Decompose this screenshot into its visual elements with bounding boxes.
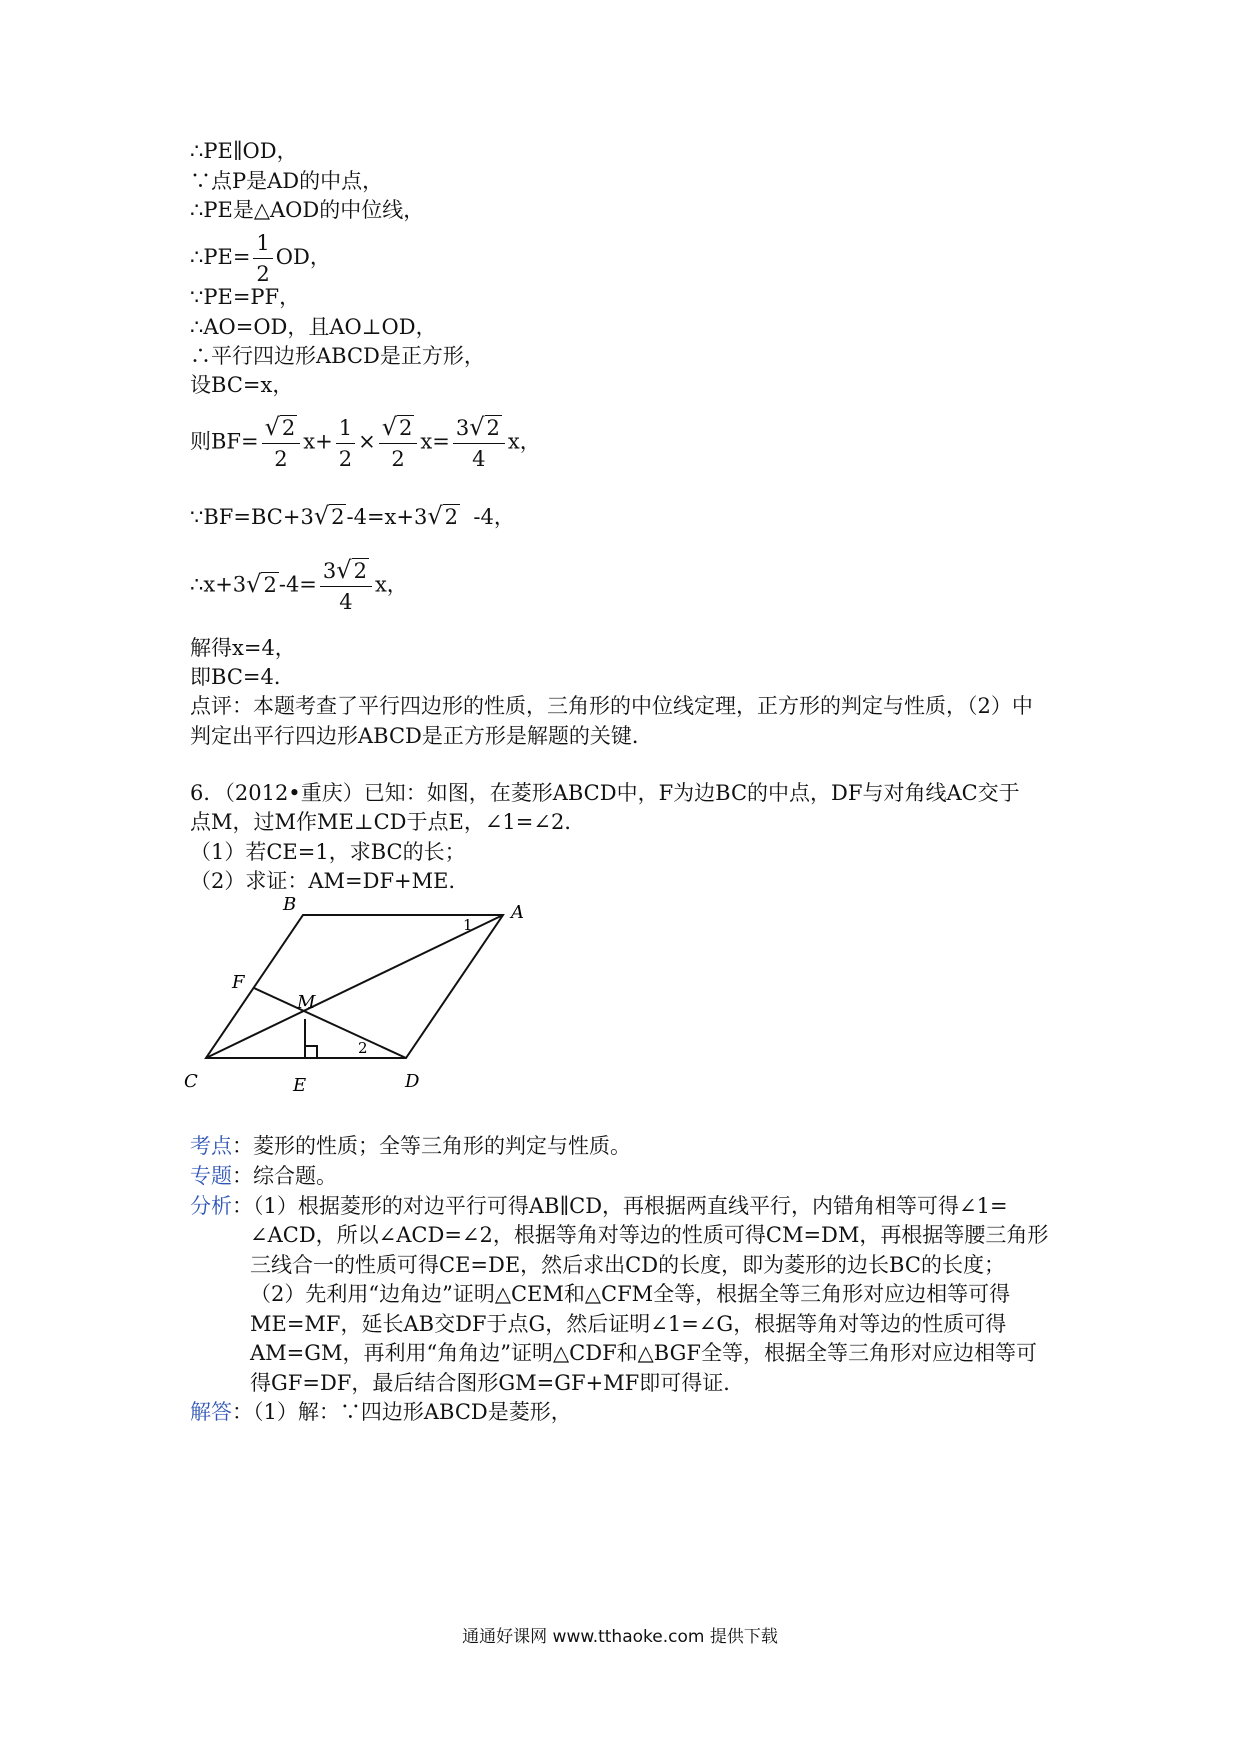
zhuanti-line [190, 1162, 337, 1190]
right-angle-mark [305, 1046, 317, 1058]
sqrt-symbol: √2 [381, 413, 413, 441]
sqrt-symbol: √2 [336, 556, 367, 584]
zhuanti-label: 专题 [190, 1164, 232, 1188]
formula-text: x+ [303, 429, 333, 454]
question-line: 点M，过M作ME⊥CD于点E，∠1=∠2． [190, 810, 586, 834]
kaodian-line [190, 1132, 631, 1160]
text-line: ∴PE是△AOD的中位线， [190, 198, 425, 222]
label-a: A [511, 902, 524, 923]
label-e: E [293, 1075, 307, 1096]
sqrt-symbol: √2 [313, 502, 345, 530]
formula-equation [190, 555, 408, 617]
radicand: 2 [486, 416, 500, 440]
text-line: 设BC=x， [190, 373, 294, 397]
fenxi-line: 三线合一的性质可得CE=DE，然后求出CD的长度，即为菱形的边长BC的长度； [250, 1253, 1005, 1277]
text-line: ∵点P是AD的中点， [190, 169, 384, 193]
formula-text: 则BF= [190, 429, 259, 454]
numerator: 1 [253, 228, 272, 259]
denominator: 2 [391, 447, 405, 471]
fenxi-line: AM=GM，再利用“角角边”证明△CDF和△BGF全等，根据全等三角形对应边相等可 [250, 1341, 1037, 1365]
formula-text: OD， [275, 245, 331, 269]
sqrt-symbol: √2 [469, 413, 500, 441]
text-line: ∴AO=OD，且AO⊥OD， [190, 315, 437, 339]
denominator: 4 [472, 447, 486, 471]
formula-text: x， [374, 572, 408, 597]
radicand: 2 [353, 559, 367, 583]
fenxi-line: 得GF=DF，最后结合图形GM=GF+MF即可得证． [250, 1371, 745, 1395]
text-line: 即BC=4． [190, 665, 295, 689]
jieda-line [190, 1398, 572, 1426]
denominator: 2 [256, 262, 270, 286]
formula-text: x= [420, 429, 450, 454]
fraction [320, 555, 372, 617]
radicand: 2 [399, 416, 413, 440]
numerator [320, 555, 372, 587]
formula-text: ∴x+3 [190, 572, 247, 597]
question-line: （2）求证：AM=DF+ME． [190, 869, 470, 893]
fenxi-label: 分析 [190, 1194, 232, 1218]
radicand: 2 [281, 416, 296, 440]
fenxi-line: （2）先利用“边角边”证明△CEM和△CFM全等，根据全等三角形对应边相等可得 [250, 1282, 1011, 1306]
label-angle-1: 1 [463, 916, 473, 934]
radicand: 2 [331, 505, 345, 529]
kaodian-label: 考点 [190, 1134, 232, 1158]
label-b: B [283, 895, 297, 915]
fraction [453, 412, 505, 474]
label-d: D [405, 1071, 420, 1092]
coefficient: 3 [455, 416, 470, 440]
numerator [453, 412, 505, 444]
fraction [253, 228, 272, 289]
formula-text: -4， [473, 505, 515, 529]
fenxi-line [190, 1192, 1008, 1220]
numerator [262, 412, 301, 444]
fenxi-text: ：（1）根据菱形的对边平行可得AB∥CD，再根据两直线平行，内错角相等可得∠1= [232, 1194, 1008, 1218]
formula-bf [190, 412, 541, 474]
numerator [379, 412, 418, 444]
formula-pe-half-od [190, 228, 331, 289]
formula-text: ∵BF=BC+3 [190, 505, 314, 529]
radicand: 2 [444, 505, 459, 529]
fraction [336, 413, 355, 474]
coefficient: 3 [322, 559, 337, 583]
numerator: 1 [336, 413, 355, 444]
fraction [262, 412, 301, 474]
formula-text: × [358, 429, 376, 454]
radicand: 2 [263, 572, 277, 597]
text-line: 解得x=4， [190, 636, 296, 660]
text-line: ∵PE=PF， [190, 285, 301, 309]
question-line: （1）若CE=1，求BC的长； [190, 840, 466, 864]
label-angle-2: 2 [358, 1039, 368, 1057]
formula-text: -4= [278, 572, 317, 597]
kaodian-text: ：菱形的性质；全等三角形的判定与性质。 [232, 1134, 631, 1158]
page-footer: 通通好课网 www.tthaoke.com 提供下载 [462, 1627, 778, 1647]
denominator: 2 [338, 446, 353, 471]
denominator: 4 [339, 590, 353, 614]
label-m: M [297, 992, 316, 1013]
formula-bf-bc [190, 502, 515, 531]
formula-text: ∴PE= [190, 245, 251, 269]
label-f: F [232, 972, 245, 993]
text-line: ∴PE∥OD， [190, 139, 298, 163]
jieda-label: 解答 [190, 1400, 232, 1424]
question-line: 6．（2012•重庆）已知：如图，在菱形ABCD中，F为边BC的中点，DF与对角线AC交于 [190, 781, 1020, 805]
comment-line: 点评：本题考查了平行四边形的性质，三角形的中位线定理，正方形的判定与性质，（2）中 [190, 694, 1033, 718]
diagonal-ac [206, 915, 503, 1058]
comment-line: 判定出平行四边形ABCD是正方形是解题的关键． [190, 724, 653, 748]
formula-text: -4=x+3 [346, 505, 428, 529]
sqrt-symbol: √2 [246, 569, 277, 598]
jieda-text: ：（1）解：∵四边形ABCD是菱形， [232, 1400, 572, 1424]
fenxi-line: ME=MF，延长AB交DF于点G，然后证明∠1=∠G，根据等角对等边的性质可得 [250, 1312, 1007, 1336]
label-c: C [184, 1071, 198, 1092]
formula-text: x， [507, 429, 541, 454]
denominator: 2 [274, 447, 288, 471]
fenxi-line: ∠ACD，所以∠ACD=∠2，根据等角对等边的性质可得CM=DM，再根据等腰三角形 [250, 1223, 1049, 1247]
sqrt-symbol: √2 [427, 502, 459, 530]
sqrt-symbol: √2 [264, 413, 296, 441]
zhuanti-text: ：综合题。 [232, 1164, 337, 1188]
rhombus-figure [180, 895, 540, 1125]
text-line: ∴平行四边形ABCD是正方形， [190, 344, 485, 368]
fraction [379, 412, 418, 474]
